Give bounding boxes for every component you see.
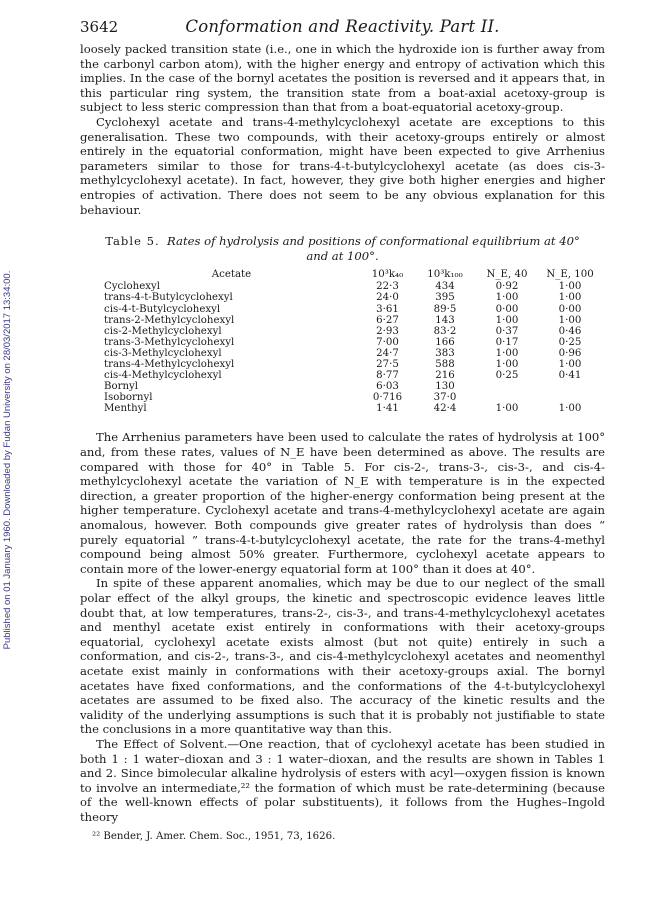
value-cell: 0·00 xyxy=(495,303,519,315)
value-cell: 1·00 xyxy=(495,358,519,370)
value-cell xyxy=(474,381,540,392)
acetate-name-cell: trans-4-t-Butylcyclohexyl xyxy=(104,292,233,304)
table-label: Table 5. xyxy=(105,234,160,249)
value-cell: 1·00 xyxy=(558,403,582,415)
value-cell: 6·03 xyxy=(376,381,399,393)
table-caption xyxy=(80,234,605,263)
value-cell: 1·00 xyxy=(495,292,519,304)
value-cell: 1·00 xyxy=(495,347,519,359)
table-caption-text: Rates of hydrolysis and positions of conformational equilibrium at 40° xyxy=(167,234,580,249)
value-cell: 0·25 xyxy=(558,336,582,348)
text-before-table xyxy=(80,42,605,217)
acetate-name-cell: Bornyl xyxy=(104,381,139,393)
value-cell: 0·37 xyxy=(495,325,519,337)
value-cell: 3·61 xyxy=(376,303,399,315)
value-cell xyxy=(540,392,600,403)
table-row xyxy=(104,281,600,292)
value-cell: 216 xyxy=(435,370,455,382)
value-cell: 42·4 xyxy=(433,403,457,415)
table-row xyxy=(104,315,600,326)
value-cell: 1·00 xyxy=(558,314,582,326)
value-cell: 83·2 xyxy=(433,325,457,337)
value-cell: 130 xyxy=(435,381,455,393)
column-header: 10³k₁₀₀ xyxy=(427,269,463,281)
table-row xyxy=(104,403,600,414)
paragraph: loosely packed transition state (i.e., one in which the hydroxide ion is further away from the carbonyl carbon atom), with the higher energy and entropy of activation which this implies. In the case of the bornyl acetates the position is reversed and it appears that, in this particular ring system, the transition state from a boat-axial acetoxy-group is subject to less steric compression than that from a boat-equatorial acetoxy-group. xyxy=(80,42,605,115)
footnote: ²² Bender, J. Amer. Chem. Soc., 1951, 73, 1626. xyxy=(92,831,336,843)
value-cell: 1·00 xyxy=(558,292,582,304)
table-header-row xyxy=(104,269,600,281)
value-cell: 588 xyxy=(435,358,455,370)
value-cell: 8·77 xyxy=(376,370,399,382)
value-cell xyxy=(474,392,540,403)
acetate-name-cell: Cyclohexyl xyxy=(104,281,160,293)
value-cell: 22·3 xyxy=(376,281,399,293)
download-watermark xyxy=(0,0,22,911)
value-cell: 1·00 xyxy=(495,403,519,415)
table-row xyxy=(104,292,600,303)
column-header: N_E, 40 xyxy=(486,269,528,281)
value-cell xyxy=(540,381,600,392)
value-cell: 27·5 xyxy=(376,358,399,370)
value-cell: 7·00 xyxy=(376,336,399,348)
paragraph: Cyclohexyl acetate and trans-4-methylcyclohexyl acetate are exceptions to this generalisation. These two compounds, with their acetoxy-groups entirely or almost entirely in the equatorial conformation, might have been expected to give Arrhenius parameters similar to those for trans-4-t-butylcyclohexyl acetate (as does cis-3-methylcyclohexyl acetate). In fact, however, they give both higher energies and higher entropies of activation. There does not seem to be any obvious explanation for this behaviour. xyxy=(80,114,605,217)
value-cell: 143 xyxy=(435,314,455,326)
value-cell: 0·25 xyxy=(495,370,519,382)
value-cell: 89·5 xyxy=(433,303,457,315)
text-after-table xyxy=(80,430,605,824)
value-cell: 395 xyxy=(435,292,455,304)
value-cell: 1·00 xyxy=(558,358,582,370)
paragraph: In spite of these apparent anomalies, which may be due to our neglect of the small polar effect of the alkyl groups, the kinetic and spectroscopic evidence leaves little doubt that, at low temperatures, trans-2-, cis-3-, and trans-4-methylcyclohexyl acetates and menthyl acetate exist entirely in conformations with their acetoxy-groups equatorial, cyclohexyl acetate exists almost (but not quite) entirely in such a conformation, and cis-2-, trans-3-, and cis-4-methylcyclohexyl acetates and neomenthyl acetate exist mainly in conformations with their acetoxy-groups axial. The bornyl acetates have fixed conformations, and the conformations of the 4-t-butylcyclohexyl acetates are assumed to be fixed also. The accuracy of the kinetic results and the validity of the underlying assumptions is such that it is probably not justifiable to state the conclusions in a more quantitative way than this. xyxy=(80,576,605,737)
table-row xyxy=(104,392,600,403)
value-cell: 1·00 xyxy=(558,281,582,293)
page-header xyxy=(80,14,605,42)
rates-table xyxy=(104,269,600,414)
column-header: N_E, 100 xyxy=(546,269,594,281)
acetate-name-cell: trans-2-Methylcyclohexyl xyxy=(104,314,235,326)
value-cell: 166 xyxy=(435,336,455,348)
value-cell: 24·0 xyxy=(376,292,399,304)
table-row xyxy=(104,359,600,370)
page-number: 3642 xyxy=(80,18,119,36)
value-cell: 24·7 xyxy=(376,347,399,359)
acetate-name-cell: cis-4-t-Butylcyclohexyl xyxy=(104,303,221,315)
value-cell: 383 xyxy=(435,347,455,359)
acetate-name-cell: Isobornyl xyxy=(104,392,153,404)
value-cell: 0·41 xyxy=(558,370,582,382)
acetate-name-cell: Menthyl xyxy=(104,403,147,415)
paragraph: The Arrhenius parameters have been used to calculate the rates of hydrolysis at 100° and, from these rates, values of N_E have been determined as above. The results are compared with those for 40° in Table 5. For cis-2-, trans-3-, cis-3-, and cis-4-methylcyclohexyl acetate the variation of N_E with temperature is in the expected direction, a greater proportion of the higher-energy conformation being present at the higher temperature. Cyclohexyl acetate and trans-4-methylcyclohexyl acetate are again anomalous, however. Both compounds give greater rates of hydrolysis than does “ purely equatorial ” trans-4-t-butylcyclohexyl acetate, the rate for the trans-4-methyl compound being almost 50% greater. Furthermore, cyclohexyl acetate appears to contain more of the lower-energy equatorial form at 100° than it does at 40°. xyxy=(80,430,605,576)
value-cell: 6·27 xyxy=(376,314,399,326)
table-row xyxy=(104,370,600,381)
table-row xyxy=(104,337,600,348)
running-title: Conformation and Reactivity. Part II. xyxy=(185,17,500,36)
acetate-name-cell: cis-2-Methylcyclohexyl xyxy=(104,325,222,337)
value-cell: 0·716 xyxy=(372,392,403,404)
table-row xyxy=(104,348,600,359)
table-caption-text-2: and at 100°. xyxy=(306,248,379,263)
value-cell: 0·17 xyxy=(495,336,519,348)
value-cell: 0·00 xyxy=(558,303,582,315)
value-cell: 434 xyxy=(435,281,455,293)
table-row xyxy=(104,326,600,337)
value-cell: 1·00 xyxy=(495,314,519,326)
value-cell: 0·46 xyxy=(558,325,582,337)
column-header: Acetate xyxy=(211,269,252,281)
table-body xyxy=(104,281,600,414)
value-cell: 0·92 xyxy=(495,281,519,293)
value-cell: 37·0 xyxy=(433,392,457,404)
value-cell: 2·93 xyxy=(376,325,399,337)
acetate-name-cell: trans-3-Methylcyclohexyl xyxy=(104,336,235,348)
value-cell: 0·96 xyxy=(558,347,582,359)
watermark-text: Published on 01 January 1960. Downloaded by Fudan University on 28/03/2017 13:34:00. xyxy=(2,270,13,650)
acetate-name-cell: cis-3-Methylcyclohexyl xyxy=(104,347,222,359)
acetate-name-cell: trans-4-Methylcyclohexyl xyxy=(104,358,235,370)
acetate-name-cell: cis-4-Methylcyclohexyl xyxy=(104,370,222,382)
journal-page xyxy=(80,14,605,842)
value-cell: 1·41 xyxy=(376,403,399,415)
table-row xyxy=(104,304,600,315)
column-header: 10³k₄₀ xyxy=(371,269,404,281)
table-row xyxy=(104,381,600,392)
paragraph: The Effect of Solvent.—One reaction, that of cyclohexyl acetate has been studied in both 1 : 1 water–dioxan and 3 : 1 water–dioxan, and the results are shown in Tables 1 and 2. Since bimolecular alkaline hydrolysis of esters with acyl—oxygen fission is known to involve an intermediate,²² the formation of which must be rate-determining (because of the well-known effects of polar substituents), it follows from the Hughes–Ingold theory xyxy=(80,736,605,824)
